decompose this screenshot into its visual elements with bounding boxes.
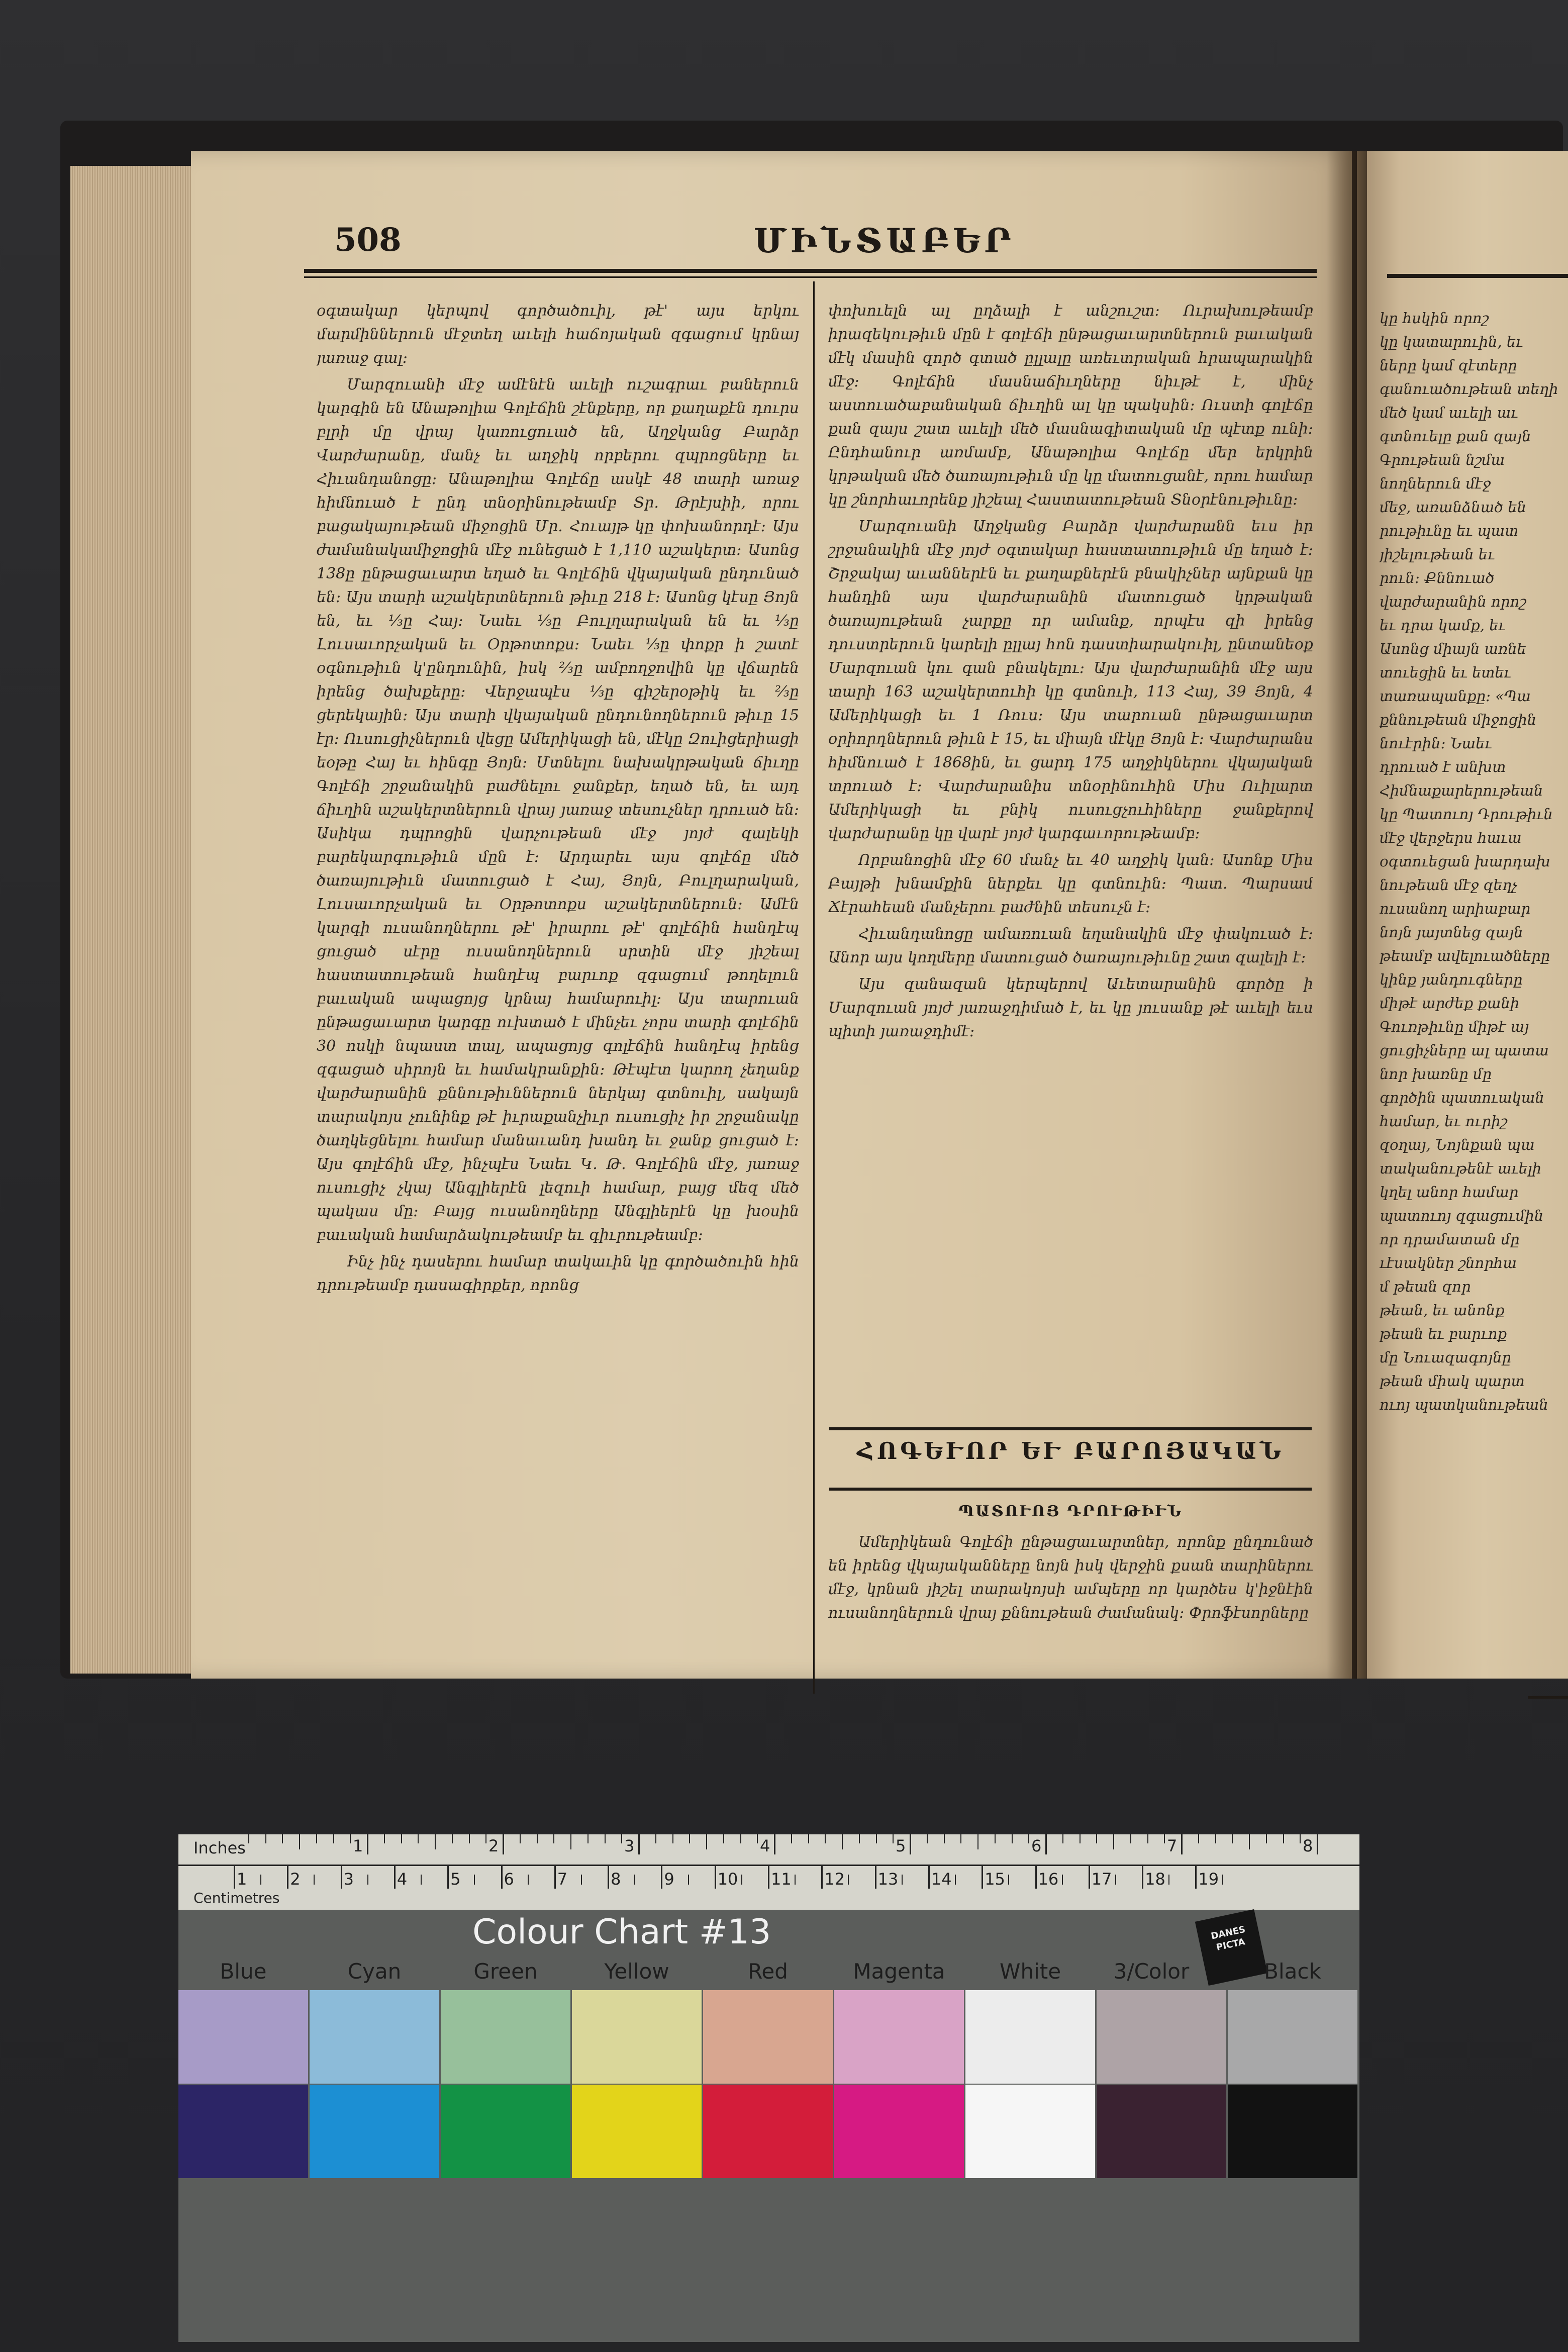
left-paragraph-1: օգտակար կերպով գործածուիլ, թէ' այս երկու մարմիններուն մէջտեղ աւելի հաճոյական զգացում կրնայ յառաջ գալ։ (317, 302, 799, 367)
section-paragraph: Ամերիկեան Գոլէճի ընթացաւարտներ, որոնք ընդունած են իրենց վկայականները նոյն իսկ վերջին քսան տարիներու մէջ, կրնան յիշել տարակոյսի ամպերը որ կարծես կ'իջնէին ուսանողներուն վրայ քննութեան ժամանակ։ Փրոֆէսորները (828, 1533, 1313, 1622)
left-column (317, 299, 799, 1686)
cm-subtick (367, 1875, 368, 1885)
inch-number: 5 (896, 1836, 906, 1855)
right-page-line: մէջ վերջերս հաւա (1380, 829, 1522, 846)
section-rule-top (829, 1427, 1312, 1430)
inch-tick (638, 1834, 640, 1854)
cm-tick (447, 1866, 449, 1889)
swatch-top (703, 1990, 833, 2084)
inch-subtick (1080, 1834, 1081, 1843)
swatch-top (178, 1990, 308, 2084)
right-page-line: նոր խառնը մը (1380, 1065, 1492, 1083)
inch-subtick (1164, 1834, 1165, 1843)
right-page-line: միթէ արժեք քանի (1380, 995, 1520, 1012)
inch-tick (367, 1834, 368, 1854)
section-title: ՀՈԳԵՒՈՐ ԵՒ ԲԱՐՈՅԱԿԱՆ (857, 1437, 1284, 1464)
right-page-line: մեծ կամ աւելի աւ (1380, 404, 1518, 421)
header-rule-thin (304, 276, 1317, 278)
cm-subtick (955, 1875, 956, 1885)
running-head: ՄԻՆՏԱԲԵՐ (754, 221, 1015, 260)
inch-subtick (469, 1834, 470, 1843)
cm-subtick (1008, 1875, 1009, 1885)
cm-subtick (848, 1875, 849, 1885)
inch-subtick (1147, 1834, 1148, 1843)
swatch-bottom (310, 2085, 439, 2178)
inch-subtick (1062, 1834, 1063, 1843)
column-divider (813, 281, 815, 1694)
right-page-line: ուոյ պատկանութեան (1380, 1396, 1548, 1413)
cm-number: 8 (611, 1870, 621, 1889)
inch-subtick (1198, 1834, 1199, 1843)
page-number: 508 (334, 221, 402, 259)
cm-tick (875, 1866, 876, 1889)
swatch-bottom (834, 2085, 964, 2178)
swatch-bottom (965, 2085, 1095, 2178)
section-text (828, 1530, 1313, 1681)
right-paragraph-2: Մարզուանի Աղջկանց Բարձր վարժարանն եւս իր շրջանակին մէջ յոյժ օգտակար հաստատութիւն մը եղած է։ Շրջակայ աւաններէն եւ քաղաքներէն բնակիչներ այնքան կը հանդին այս վարժարանին մատուցած կրթական ծառայութեան չարքը որ ամանք, որպէս զի իրենց դուստրերուն կարելի ըլլայ հոն դաստիարակուիլ, ընտանեօք Մարզուան կու գան բնակելու։ Այս վարժարանին մէջ այս տարի 163 աշակերտուհի կը գտնուի, 113 Հայ, 39 Յոյն, 4 Ամերիկացի եւ 1 Ռուս։ Այս տարուան ընթացաւարտ օրիորդներուն թիւն է 15, եւ միայն մէկը Յոյն է։ Վարժարանս հիմնուած է 1868ին, եւ ցարդ 175 աղջիկներու վկայական տրուած է։ Վարժարանիս տնօրինուհին Միս Ուիլարտ Ամերիկացի եւ բնիկ ուսուցչուհիները ջանքերով վարժարանը կը վարէ յոյժ կարգաւորութեամբ։ (828, 518, 1313, 842)
right-page-line: թեամբ ավելուածները (1380, 947, 1550, 964)
right-page-line: զօղայ, Նոյնքան պա (1380, 1136, 1535, 1153)
section-rule-bottom (829, 1488, 1312, 1491)
cm-tick (661, 1866, 662, 1889)
cm-tick (982, 1866, 983, 1889)
left-paragraph-2: Մարզուանի մէջ ամէնէն աւելի ուշագրաւ բաներուն կարգին են Անաթոլիա Գոլէճին շէնքերը, որ քաղաքէն դուրս բլրի մը վրայ կառուցուած են, Աղջկանց Բարձր Վարժարանը, մանչ եւ աղջիկ որբերու զպրոցները եւ Հիւանդանոցը։ Անաթոլիա Գոլէճը ասկէ 48 տարի առաջ հիմնուած է ընդ տնօրինութեամբ Տր. Թրէյսիի, որու բացակայութեան միջոցին Մր. Հուայթ կը փոխանորդէ։ Այս ժամանակամիջոցին մէջ ունեցած է 1,110 աշակերտ։ Ասոնց 138ը ընթացաւարտ եղած եւ Գոլէճին վկայական ընդունած են։ Այս տարի աշակերտներուն թիւը 218 է։ Ասոնց կէսը Յոյն են, եւ ⅓ը Հայ։ Նաեւ ⅓ը Բուլղարական են եւ ⅓ը Լուսաւորչական եւ Օրթոտոքս։ Նաեւ ⅓ը փոքր ի շատէ օգնութիւն կ'ընդունին, իսկ ⅔ը ամբողջովին կը վճարեն իրենց ծախքերը։ Վերջապէս ⅓ը գիշերօթիկ եւ ⅔ը ցերեկային։ Այս տարի վկայական ընդունողներուն թիւը 15 էր։ Ուսուցիչներուն վեցը Ամերիկացի են, մէկը Զուիցերիացի եօթը Հայ եւ հինգը Յոյն։ Մտնելու նախակրթական ճիւղը Գոլէճի շրջանակին բաժնելու ջանքեր, եղած են, եւ այդ ճիւղին աշակերտներուն վրայ յառաջ տեսուչներ դրուած են։ Ասիկա դպրոցին վարչութեան մէջ յոյժ զալեկի բարեկարգութիւն մըն է։ Արդարեւ այս գոլէճը մեծ ծառայութիւն մատուցած է Հայ, Յոյն, Բուլղարական, Լուսաւորչական եւ Օրթոտոքս աշակերտներուն։ Ամէն կարգի ուսանողներու թէ' իրարու թէ' գոլէճին հանդէպ ցուցած սէրը ուսանողներուն սրտին մէջ յիշեալ հաստատութեան հանդէպ բարւոք զգացում թողելուն բաւական ապացոյց կրնայ համարուիլ։ Այս տարուան ընթացաւարտ կարգը ուխտած է մինչեւ չորս տարի գոլէճին 30 ոսկի նպաստ տալ, ապացոյց գոլէճին հանդէպ իրենց զգացած սիրոյն եւ համակրանքին։ Թէպէտ կարող չեղանք վարժարանին քննութիւններուն ներկայ գտնուիլ, սակայն տարակոյս չունինք թէ իւրաքանչիւր ուսուցիչ իր շրջանակը ծաղկեցնելու համար մանաւանդ խանդ եւ ջանք ցուցած է։ Այս գոլէճին մէջ, ինչպէս Նաեւ Կ. Թ. Գոլէճին մէջ, յառաջ ուսուցիչ չկայ Անգլիերէն լեզուի համար, բայց մեզ մեծ պակաս մը։ Բայց ուսանողները Անգլիերէն կը խօսին բաւական համարձակութեամբ եւ գիւրութեամբ։ (317, 376, 799, 1244)
right-page-line: դրուած է անխտ (1380, 758, 1506, 775)
inch-subtick (1028, 1834, 1029, 1843)
inch-subtick (944, 1834, 945, 1843)
cm-number: 2 (290, 1870, 301, 1889)
right-page-line: ուսանող արիաբար (1380, 900, 1531, 917)
inch-subtick (689, 1834, 690, 1843)
inch-tick (1045, 1834, 1047, 1854)
inch-subtick (1283, 1834, 1284, 1843)
swatch-label: Green (473, 1959, 538, 1984)
inch-subtick (435, 1834, 436, 1849)
swatch-top (834, 1990, 964, 2084)
cm-number: 19 (1198, 1870, 1219, 1889)
cm-number: 10 (717, 1870, 738, 1889)
inch-subtick (655, 1834, 656, 1843)
right-page-line: տուեցին եւ ետեւ (1380, 664, 1511, 681)
inch-subtick (452, 1834, 453, 1843)
cm-subtick (902, 1875, 903, 1885)
right-page-line: ցուցիչները ալ պատա (1380, 1042, 1549, 1059)
inch-tick (774, 1834, 775, 1854)
inch-subtick (485, 1834, 486, 1843)
inch-number: 7 (1167, 1836, 1178, 1855)
right-page-line: քննութեան միջոցին (1380, 711, 1537, 728)
right-page-line: թեան եւ բարւոք (1380, 1325, 1507, 1342)
inch-subtick (605, 1834, 606, 1843)
cm-tick (394, 1866, 396, 1889)
cm-number: 18 (1145, 1870, 1165, 1889)
cm-tick (554, 1866, 556, 1889)
cm-subtick (528, 1875, 529, 1885)
cm-tick (1195, 1866, 1197, 1889)
inch-subtick (520, 1834, 521, 1843)
inch-number: 4 (760, 1836, 770, 1855)
cm-number: 14 (931, 1870, 952, 1889)
inch-subtick (825, 1834, 826, 1843)
cm-number: 12 (824, 1870, 845, 1889)
inch-subtick (350, 1834, 351, 1843)
right-page-line: Գուռթիւնը միթէ այ (1380, 1018, 1529, 1035)
inch-subtick (1232, 1834, 1233, 1843)
right-page-line: նութեան մէջ զեղչ (1380, 876, 1517, 894)
ruler-cm-label: Centimetres (193, 1890, 280, 1906)
swatch-top (1228, 1990, 1357, 2084)
right-page-line: Գրութեան նշմա (1380, 451, 1505, 468)
inch-subtick (265, 1834, 266, 1843)
inch-subtick (570, 1834, 571, 1849)
cm-tick (1089, 1866, 1090, 1889)
swatch-top (1097, 1990, 1226, 2084)
cm-number: 3 (343, 1870, 354, 1889)
right-page-line: որ դրամատան մը (1380, 1231, 1520, 1248)
right-page-text (1380, 307, 1565, 1663)
right-paragraph-5: Այս զանազան կերպերով Աւետարանին գործը ի Մարզուան յոյժ յառաջդիմած է, եւ կը յուսանք թէ աւելի եւս պիտի յառաջդիմէ։ (828, 975, 1313, 1040)
inch-subtick (960, 1834, 961, 1843)
right-column (828, 299, 1313, 1425)
cm-tick (821, 1866, 823, 1889)
cm-number: 16 (1038, 1870, 1059, 1889)
inch-subtick (893, 1834, 894, 1843)
inch-subtick (1096, 1834, 1097, 1843)
swatch-top (441, 1990, 570, 2084)
right-page-line: վարժարանին որոշ (1380, 593, 1526, 610)
swatch-top (965, 1990, 1095, 2084)
inch-subtick (621, 1834, 622, 1843)
inch-tick (1317, 1834, 1318, 1854)
right-page-line: եւ դրա կամք, եւ (1380, 617, 1506, 634)
cm-tick (1035, 1866, 1037, 1889)
inch-subtick (672, 1834, 673, 1843)
right-page-line: կղել անոր համար (1380, 1184, 1519, 1201)
header-rule-thick (304, 269, 1317, 273)
inch-subtick (1012, 1834, 1013, 1843)
inch-number: 1 (353, 1836, 363, 1855)
swatch-label: Cyan (347, 1959, 402, 1984)
right-page-line: համար, եւ ուրիշ (1380, 1113, 1507, 1130)
right-page-line: րուն։ Քննուած (1380, 569, 1495, 586)
inch-subtick (1249, 1834, 1250, 1849)
right-page-line: Հիմնաքարերութեան (1380, 782, 1543, 799)
cm-number: 13 (877, 1870, 899, 1889)
inch-subtick (299, 1834, 300, 1849)
right-page-line: օգտուեցան խարդախ (1380, 853, 1550, 870)
right-header-rule (1387, 274, 1568, 278)
cm-subtick (474, 1875, 475, 1885)
cm-tick (715, 1866, 716, 1889)
cm-tick (608, 1866, 609, 1889)
inch-subtick (1215, 1834, 1216, 1843)
swatch-bottom (703, 2085, 833, 2178)
cm-subtick (421, 1875, 422, 1885)
right-page-line: գործին պատուական (1380, 1089, 1544, 1106)
swatch-bottom (1097, 2085, 1226, 2178)
inch-number: 2 (488, 1836, 499, 1855)
right-page-line: յիշելութեան եւ (1380, 546, 1495, 563)
right-paragraph-1: փոխուելն ալ ըղձալի է անշուշտ։ Ուրախութեամբ իրազեկութիւն մըն է գոլէճի ընթացաւարտներուն բաւական մէկ մասին զործ գտած ըլլալը առեւտրական հրապարակին մէջ։ Գոլէճին մասնաճիւղները նիւթէ է, մինչ աստուածաբանական ճիւղին ալ կը պակսին։ Ուստի գոլէճը քան զայս շատ աւելի մեծ մասնագիտական մը պէտք ունի։ Ընդհանուր առմամբ, Անաթոլիա Գոլէճը մեր երկրին կրթական մեծ ծառայութիւն մը կը մատուցանէ, որու համար կը շնորհաւորենք յիշեալ Հաստատութեան Տնօրէնութիւնը։ (828, 302, 1313, 509)
cm-number: 5 (450, 1870, 461, 1889)
inch-subtick (706, 1834, 707, 1849)
right-page-line: կը Պատուոյ Դրութիւն (1380, 806, 1553, 823)
right-page-line: թեան, եւ անոնք (1380, 1302, 1505, 1319)
inch-subtick (859, 1834, 860, 1843)
cm-number: 15 (985, 1870, 1005, 1889)
right-page-line: մեջ, առանձնած են (1380, 499, 1527, 516)
swatch-label: 3/Color (1113, 1959, 1190, 1984)
cm-number: 1 (237, 1870, 247, 1889)
inch-subtick (723, 1834, 724, 1843)
inch-subtick (537, 1834, 538, 1843)
right-paragraph-4: Հիւանդանոցը ամառուան եղանակին մէջ փակուած է։ Անոր այս կողմերը մատուցած ծառայութիւնը շատ զալելի է։ (828, 925, 1313, 966)
inch-subtick (791, 1834, 792, 1843)
cm-subtick (1168, 1875, 1169, 1885)
right-page-line: ւէսակներ շնորհա (1380, 1254, 1517, 1271)
right-page-line: նուէրին։ Նաեւ (1380, 735, 1492, 752)
inch-subtick (1300, 1834, 1301, 1843)
cm-tick (501, 1866, 503, 1889)
ruler-baseline (178, 1865, 1359, 1866)
right-page-line: ները կամ զէտերը (1380, 357, 1517, 374)
cm-tick (234, 1866, 235, 1889)
inch-subtick (842, 1834, 843, 1849)
inch-subtick (316, 1834, 317, 1843)
inch-subtick (587, 1834, 589, 1843)
inch-subtick (384, 1834, 385, 1843)
swatch-bottom (572, 2085, 702, 2178)
right-page-line: թեան միակ պարտ (1380, 1373, 1525, 1390)
cm-subtick (314, 1875, 315, 1885)
right-footer-rule (1528, 1696, 1568, 1699)
inch-subtick (995, 1834, 996, 1843)
cm-subtick (581, 1875, 582, 1885)
ruler (178, 1834, 1359, 1910)
inch-subtick (1113, 1834, 1114, 1849)
book-gutter (1327, 151, 1367, 1679)
cm-tick (928, 1866, 930, 1889)
inch-subtick (876, 1834, 877, 1843)
right-page-line: տականութենէ աւելի (1380, 1160, 1542, 1177)
inch-tick (1181, 1834, 1183, 1854)
inch-tick (910, 1834, 911, 1854)
cm-tick (768, 1866, 769, 1889)
right-page-line: տառապանքը։ «Պա (1380, 688, 1531, 705)
inch-number: 8 (1303, 1836, 1313, 1855)
swatch-top (310, 1990, 439, 2084)
cm-number: 6 (504, 1870, 514, 1889)
cm-number: 17 (1091, 1870, 1112, 1889)
cm-subtick (634, 1875, 635, 1885)
cm-subtick (1115, 1875, 1116, 1885)
inch-subtick (1266, 1834, 1267, 1843)
cm-subtick (1062, 1875, 1063, 1885)
cm-subtick (260, 1875, 261, 1885)
cm-tick (341, 1866, 342, 1889)
cm-subtick (688, 1875, 689, 1885)
swatch-bottom (178, 2085, 308, 2178)
inch-subtick (808, 1834, 809, 1843)
right-page-line: մ թեան զոր (1380, 1278, 1471, 1295)
inch-subtick (757, 1834, 758, 1843)
inch-subtick (401, 1834, 402, 1843)
swatch-label: Magenta (853, 1959, 945, 1984)
cm-subtick (795, 1875, 796, 1885)
danes-picta-logo: DANES PICTA (1195, 1909, 1267, 1986)
inch-number: 3 (624, 1836, 635, 1855)
right-page-line: գանուածութեան տեղի (1380, 380, 1558, 398)
page-edges (70, 166, 201, 1674)
swatch-bottom (441, 2085, 570, 2178)
cm-subtick (1222, 1875, 1223, 1885)
cm-number: 7 (557, 1870, 568, 1889)
inch-subtick (553, 1834, 554, 1843)
inch-number: 6 (1031, 1836, 1042, 1855)
inch-subtick (282, 1834, 283, 1843)
right-page-line: րութիւնը եւ պատ (1380, 522, 1519, 539)
cm-number: 11 (771, 1870, 792, 1889)
cm-tick (1142, 1866, 1143, 1889)
right-page-line: գտնուելը քան զայն (1380, 428, 1531, 445)
colour-chart-title: Colour Chart #13 (472, 1912, 771, 1952)
right-page-line: Ասոնց միայն առնե (1380, 640, 1526, 657)
cm-tick (287, 1866, 288, 1889)
inch-subtick (333, 1834, 334, 1843)
swatch-label: Black (1264, 1959, 1321, 1984)
right-page-line: նոյն յայտնեց զայն (1380, 924, 1523, 941)
inch-subtick (1130, 1834, 1131, 1843)
ruler-inches-label: Inches (193, 1838, 246, 1857)
inch-subtick (418, 1834, 419, 1843)
cm-number: 4 (397, 1870, 408, 1889)
inch-subtick (927, 1834, 928, 1843)
inch-subtick (740, 1834, 741, 1843)
right-page-line: մը Նուազագոյնը (1380, 1349, 1511, 1366)
right-page-line: կը կատարուին, եւ (1380, 333, 1523, 350)
right-page-line: կը հսկին որոշ (1380, 310, 1489, 327)
right-page-line: կինք յանդուգները (1380, 971, 1523, 988)
swatch-bottom (1228, 2085, 1357, 2178)
swatch-label: Blue (220, 1959, 267, 1984)
right-page-line: պատուոյ զգացումին (1380, 1207, 1544, 1224)
cm-number: 9 (664, 1870, 674, 1889)
left-paragraph-3: Ինչ ինչ դասերու համար տակաւին կը գործածուին հին դրութեամբ դասագիրքեր, որոնց (317, 1253, 799, 1294)
right-page-line: նողներուն մէջ (1380, 475, 1491, 492)
right-paragraph-3: Որբանոցին մէջ 60 մանչ եւ 40 աղջիկ կան։ Ասոնք Միս Բայթի խնամքին ներքեւ կը գտնուին։ Պատ. Պարսամ Ճէրահեան մանչերու բաժնին տեսուչն է։ (828, 851, 1313, 916)
swatch-label: Red (748, 1959, 788, 1984)
inch-tick (503, 1834, 504, 1854)
inch-subtick (977, 1834, 978, 1849)
cm-subtick (741, 1875, 742, 1885)
swatch-label: White (999, 1959, 1061, 1984)
swatch-label: Yellow (604, 1959, 669, 1984)
inch-subtick (248, 1834, 249, 1843)
swatch-top (572, 1990, 702, 2084)
section-subtitle: ՊԱՏՈՒՈՅ ԴՐՈՒԹԻՒՆ (958, 1503, 1183, 1520)
